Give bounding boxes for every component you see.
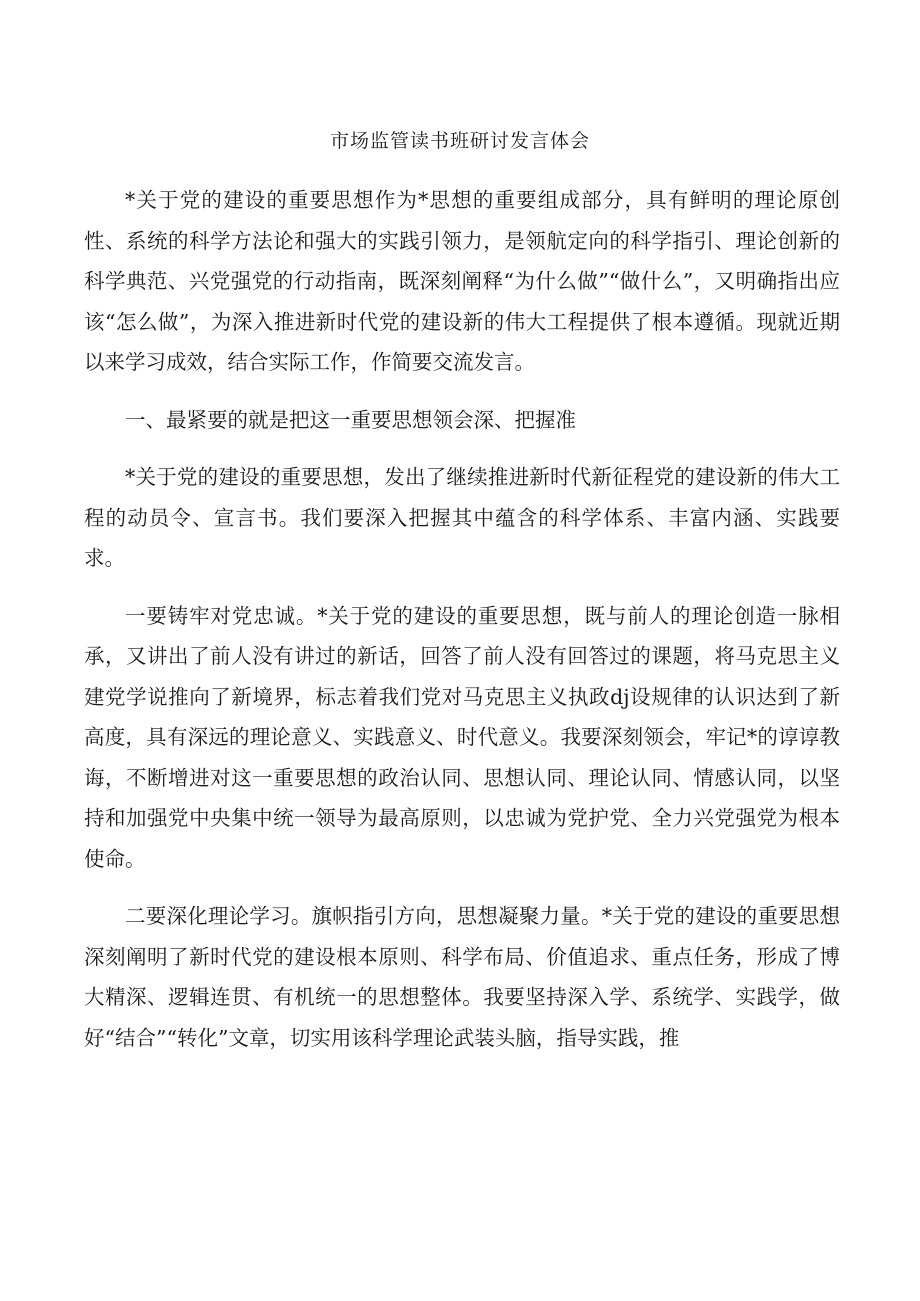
- paragraph-point-2: 二要深化理论学习。旗帜指引方向，思想凝聚力量。*关于党的建设的重要思想深刻阐明了新时代党的建设根本原则、科学布局、价值追求、重点任务，形成了博大精深、逻辑连贯、有机统一的思想整体。我要坚持深入学、系统学、实践学，做好“结合”“转化”文章，切实用该科学理论武装头脑，指导实践，推: [84, 904, 840, 1050]
- paragraph-point-1: 一要铸牢对党忠诚。*关于党的建设的重要思想，既与前人的理论创造一脉相承，又讲出了前人没有讲过的新话，回答了前人没有回答过的课题，将马克思主义建党学说推向了新境界，标志着我们党对马克思主义执政dj设规律的认识达到了新高度，具有深远的理论意义、实践意义、时代意义。我要深刻领会，牢记*的谆谆教诲，不断增进对这一重要思想的政治认同、思想认同、理论认同、情感认同，以坚持和加强党中央集中统一领导为最高原则，以忠诚为党护党、全力兴党强党为根本使命。: [84, 603, 840, 871]
- document-title: 市场监管读书班研讨发言体会: [329, 130, 590, 152]
- paragraph-section-1-intro: *关于党的建设的重要思想，发出了继续推进新时代新征程党的建设新的伟大工程的动员令、宣言书。我们要深入把握其中蕴含的科学体系、丰富内涵、实践要求。: [84, 465, 840, 570]
- paragraph-intro: *关于党的建设的重要思想作为*思想的重要组成部分，具有鲜明的理论原创性、系统的科学方法论和强大的实践引领力，是领航定向的科学指引、理论创新的科学典范、兴党强党的行动指南，既深刻阐释“为什么做”“做什么”，又明确指出应该“怎么做”，为深入推进新时代党的建设新的伟大工程提供了根本遵循。现就近期以来学习成效，结合实际工作，作简要交流发言。: [84, 188, 840, 374]
- document-body: [84, 180, 840, 1075]
- section-heading-1: 一、最紧要的就是把这一重要思想领会深、把握准: [125, 407, 576, 432]
